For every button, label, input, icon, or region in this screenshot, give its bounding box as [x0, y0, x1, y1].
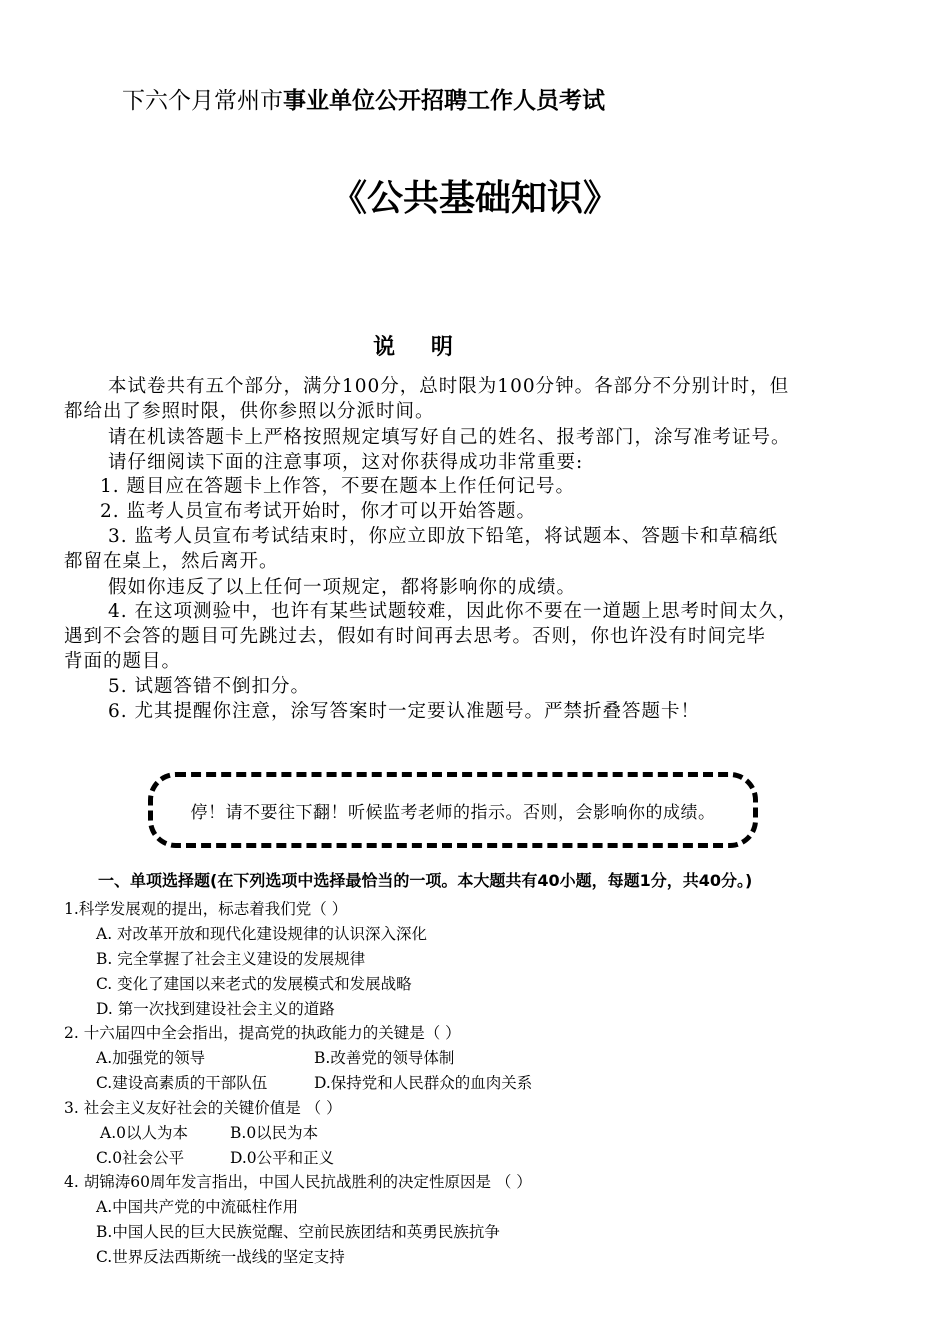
stop-notice-box: [148, 772, 758, 848]
question-option: C.建设高素质的干部队伍: [96, 1074, 268, 1092]
notes-line: 假如你违反了以上任何一项规定，都将影响你的成绩。: [108, 577, 577, 598]
question-option: A. 对改革开放和现代化建设规律的认识深入深化: [96, 925, 428, 943]
notes-line: 1. 题目应在答题卡上作答，不要在题本上作任何记号。: [100, 476, 576, 497]
notes-heading: 说 明: [373, 335, 467, 360]
question-option: A.0以人为本: [100, 1124, 188, 1142]
notes-line: 遇到不会答的题目可先跳过去，假如有时间再去思考。否则，你也许没有时间完毕: [64, 626, 767, 647]
header-prefix: 下六个月常州市: [122, 88, 283, 114]
question-option: C. 变化了建国以来老式的发展模式和发展战略: [96, 975, 412, 993]
notes-line: 请仔细阅读下面的注意事项，这对你获得成功非常重要:: [108, 452, 584, 473]
header-bold: 事业单位公开招聘工作人员考试: [283, 88, 605, 114]
exam-header: [122, 82, 605, 115]
question-stem: 4. 胡锦涛60周年发言指出，中国人民抗战胜利的决定性原因是 （ ）: [64, 1173, 532, 1191]
notes-line: 本试卷共有五个部分，满分100分，总时限为100分钟。各部分不分别计时，但: [108, 376, 790, 397]
question-option: A.中国共产党的中流砥柱作用: [96, 1198, 299, 1216]
notes-line: 请在机读答题卡上严格按照规定填写好自己的姓名、报考部门，涂写准考证号。: [108, 427, 791, 448]
question-option: B.中国人民的巨大民族觉醒、空前民族团结和英勇民族抗争: [96, 1223, 500, 1241]
notes-line: 2. 监考人员宣布考试开始时，你才可以开始答题。: [100, 501, 537, 522]
question-option: B. 完全掌握了社会主义建设的发展规律: [96, 950, 366, 968]
notes-line: 4. 在这项测验中，也许有某些试题较难，因此你不要在一道题上思考时间太久，: [108, 601, 798, 622]
question-option: B.0以民为本: [230, 1124, 319, 1142]
notes-line: 5. 试题答错不倒扣分。: [108, 676, 311, 697]
notes-line: 3. 监考人员宣布考试结束时，你应立即放下铅笔，将试题本、答题卡和草稿纸: [108, 526, 779, 547]
question-option: D. 第一次找到建设社会主义的道路: [96, 1000, 335, 1018]
main-title: 《公共基础知识》: [330, 178, 619, 219]
question-stem: 1.科学发展观的提出，标志着我们党（ ）: [64, 900, 348, 918]
question-option: B.改善党的领导体制: [314, 1049, 455, 1067]
question-option: D.保持党和人民群众的血肉关系: [314, 1074, 533, 1092]
question-option: C.0社会公平: [96, 1149, 185, 1167]
question-stem: 2. 十六届四中全会指出，提高党的执政能力的关键是（ ）: [64, 1024, 461, 1042]
question-stem: 3. 社会主义友好社会的关键价值是 （ ）: [64, 1099, 342, 1117]
section-heading: 一、单项选择题(在下列选项中选择最恰当的一项。本大题共有40小题，每题1分，共40分。): [98, 871, 753, 890]
stop-notice: 停！请不要往下翻！听候监考老师的指示。否则，会影响你的成绩。: [190, 802, 716, 823]
notes-line: 都给出了参照时限，供你参照以分派时间。: [64, 401, 435, 422]
question-option: D.0公平和正义: [230, 1149, 335, 1167]
notes-line: 都留在桌上，然后离开。: [64, 551, 279, 572]
notes-line: 6. 尤其提醒你注意，涂写答案时一定要认准题号。严禁折叠答题卡！: [108, 701, 701, 722]
question-option: A.加强党的领导: [96, 1049, 206, 1067]
question-option: C.世界反法西斯统一战线的坚定支持: [96, 1248, 345, 1266]
notes-line: 背面的题目。: [64, 651, 182, 672]
